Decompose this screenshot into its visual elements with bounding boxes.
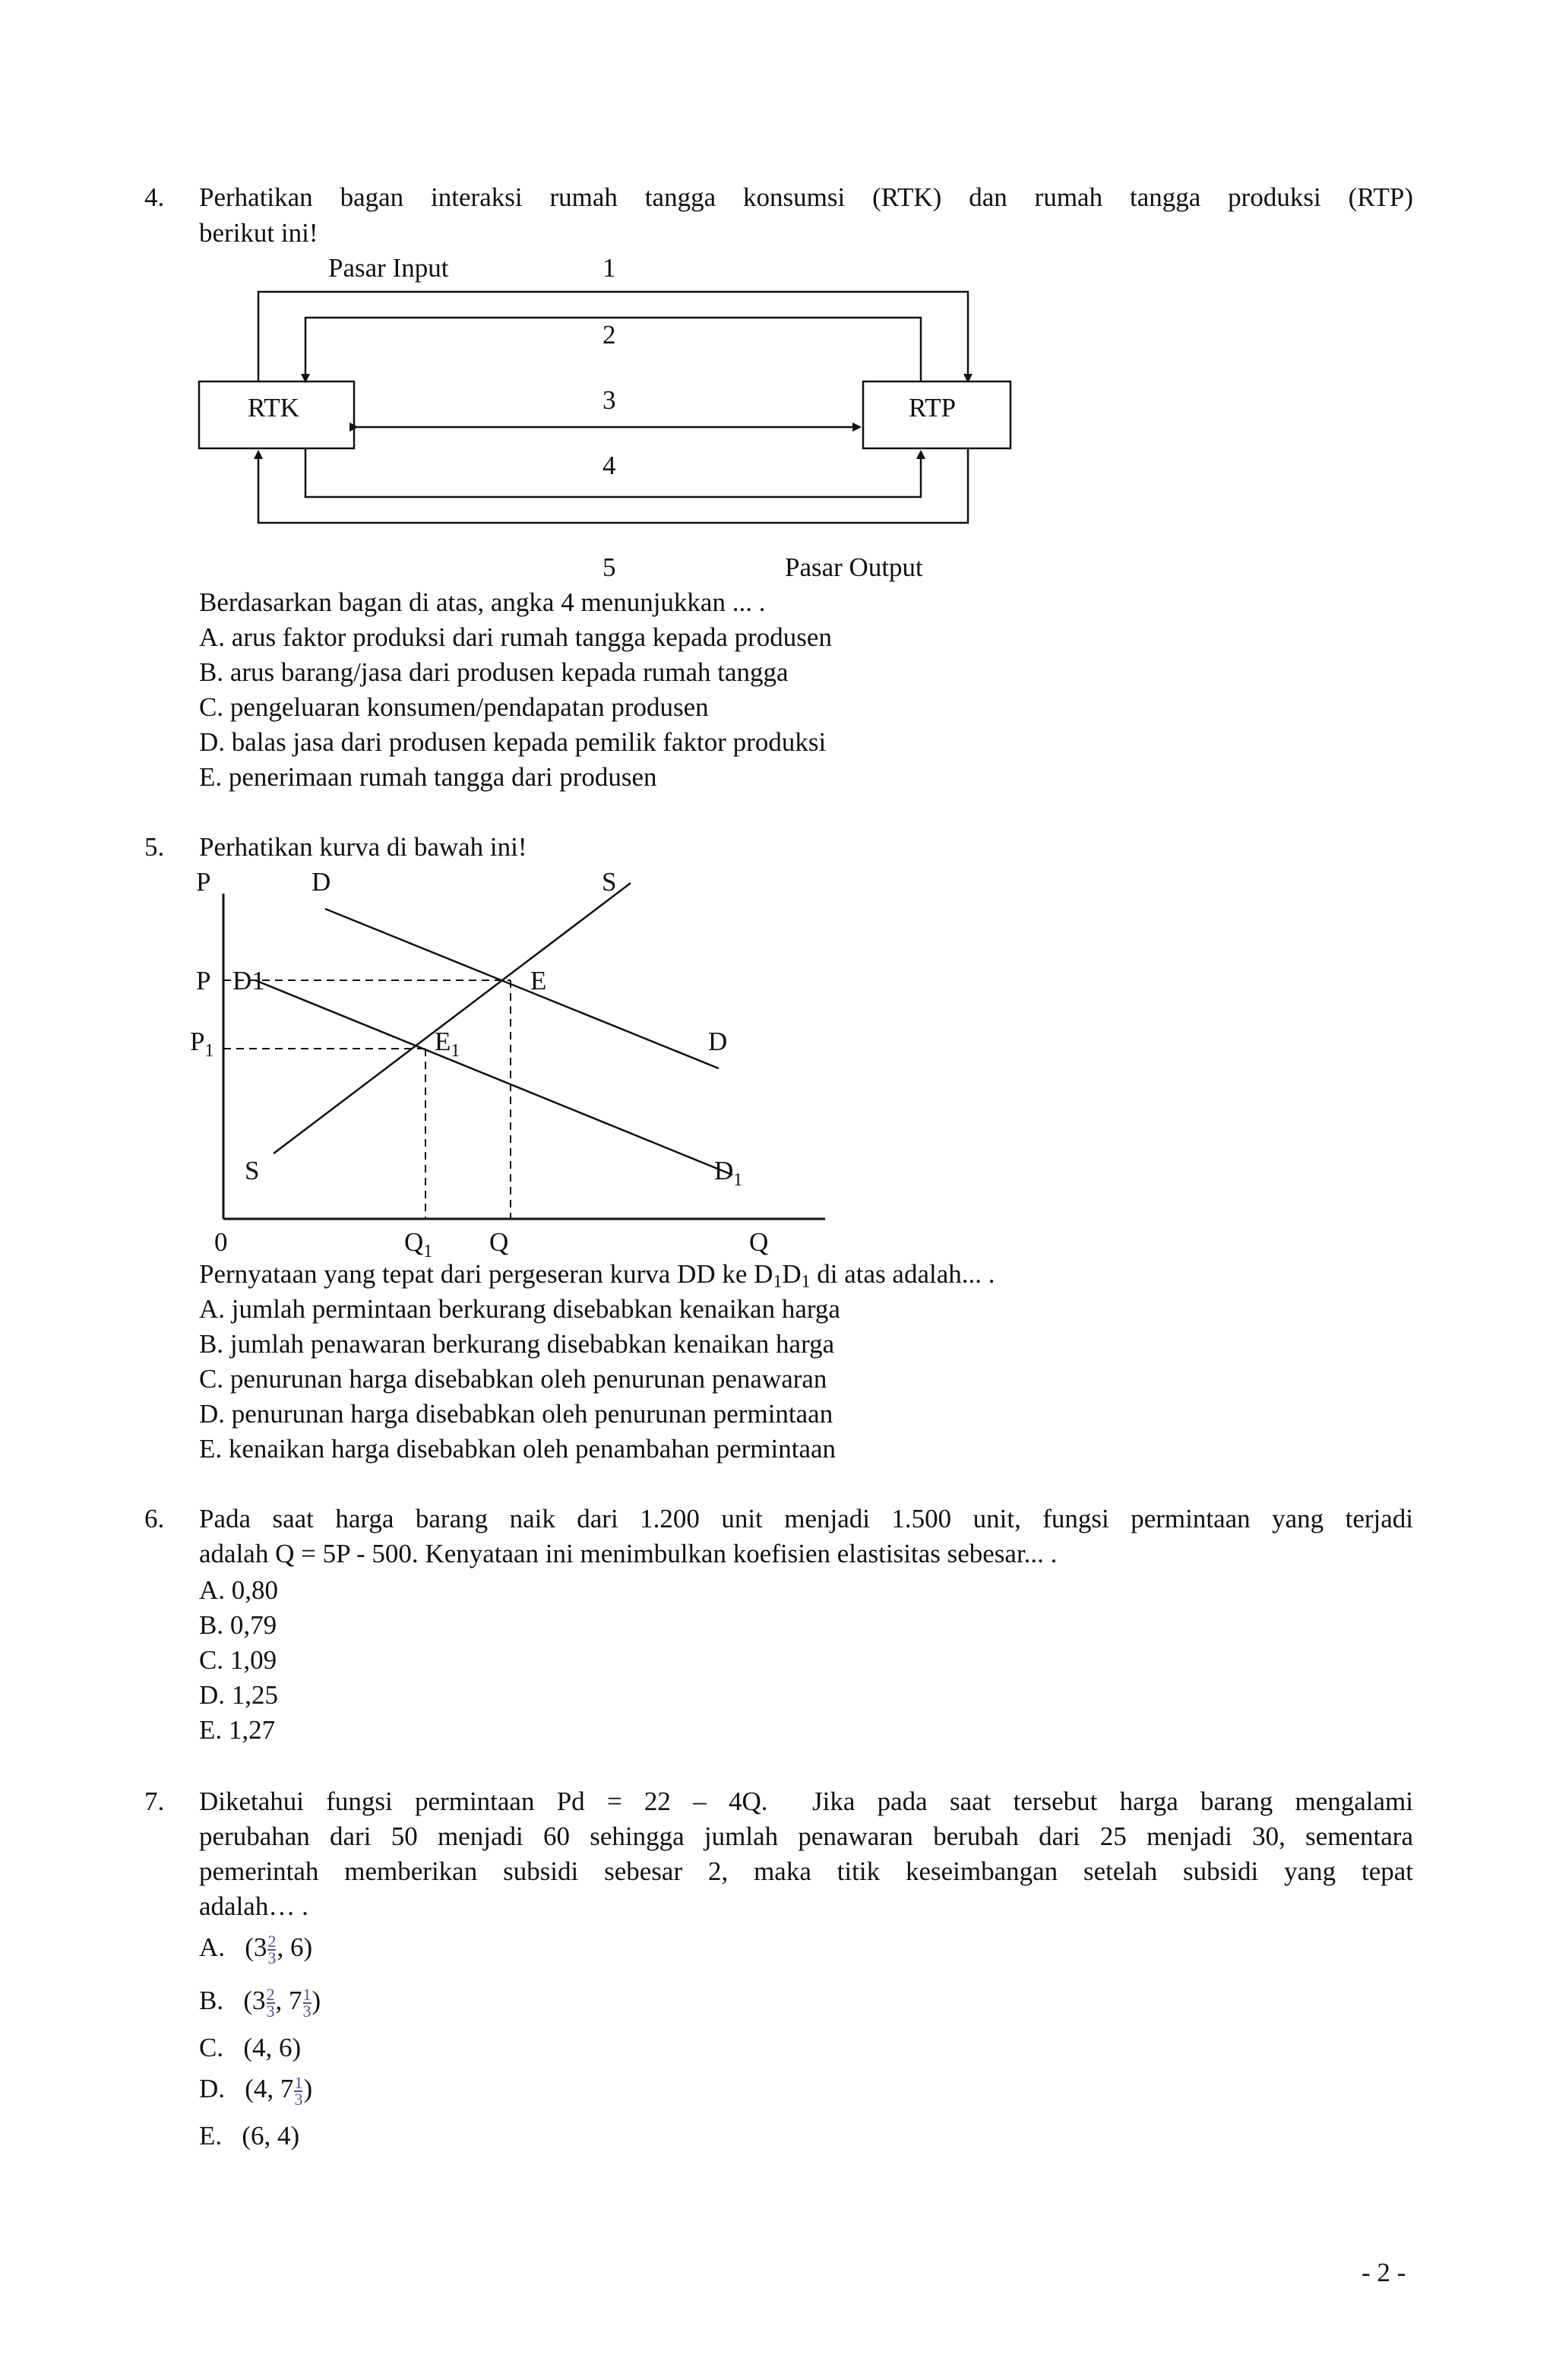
flow-label-3: 3 bbox=[602, 385, 616, 415]
q6-option-a: A. 0,80 bbox=[199, 1575, 279, 1605]
q4-number: 4. bbox=[144, 182, 165, 212]
q5-number: 5. bbox=[144, 832, 165, 862]
q5-prompt-a: Pernyataan yang tepat dari pergeseran kurva DD ke D bbox=[199, 1259, 773, 1289]
flow-label-1: 1 bbox=[602, 253, 616, 283]
fraction-numerator: 2 bbox=[266, 1984, 275, 2004]
q4-line2: berikut ini! bbox=[199, 218, 318, 248]
q5-line1: Perhatikan kurva di bawah ini! bbox=[199, 832, 527, 862]
q7-option-e-letter: E. bbox=[199, 2121, 223, 2151]
q7-option-d-open: (4, 7 bbox=[245, 2074, 294, 2103]
q4-option-d: D. balas jasa dari produsen kepada pemilik faktor produksi bbox=[199, 727, 827, 757]
flow-label-2: 2 bbox=[602, 320, 616, 350]
s-label-end: S bbox=[602, 867, 617, 897]
q7-option-a-open: (3 bbox=[245, 1932, 267, 1962]
fraction-numerator: 2 bbox=[267, 1931, 277, 1951]
q6-line1: Pada saat harga barang naik dari 1.200 unit menjadi 1.500 unit, fungsi permintaan yang terjadi bbox=[199, 1504, 1413, 1533]
subscript-one: 1 bbox=[423, 1242, 433, 1261]
q6-number: 6. bbox=[144, 1504, 165, 1533]
demand-curve-d1 bbox=[255, 980, 732, 1175]
q5-option-b: B. jumlah penawaran berkurang disebabkan kenaikan harga bbox=[199, 1329, 835, 1359]
q5-prompt-sub2: 1 bbox=[801, 1271, 811, 1292]
q7-number: 7. bbox=[144, 1787, 165, 1816]
q7-line2: perubahan dari 50 menjadi 60 sehingga jumlah penawaran berubah dari 25 menjadi 30, sementara bbox=[199, 1821, 1413, 1851]
q4-option-e: E. penerimaan rumah tangga dari produsen bbox=[199, 762, 657, 792]
q6-option-c: C. 1,09 bbox=[199, 1645, 277, 1675]
q6-line2: adalah Q = 5P - 500. Kenyataan ini menimbulkan koefisien elastisitas sebesar... . bbox=[199, 1539, 1058, 1568]
d1-label-end: $D_1$ bbox=[714, 1156, 743, 1190]
demand-supply-chart bbox=[0, 859, 851, 1269]
fraction-numerator: 1 bbox=[294, 2072, 303, 2092]
q7-option-b-letter: B. bbox=[199, 1986, 224, 2015]
fraction-denominator: 3 bbox=[266, 2001, 275, 2021]
flow-label-5: 5 bbox=[602, 552, 616, 582]
pasar-input-label: Pasar Input bbox=[328, 253, 449, 283]
x-axis-label: Q bbox=[749, 1227, 769, 1257]
q6-option-e: E. 1,27 bbox=[199, 1715, 276, 1745]
q7-line4: adalah… . bbox=[199, 1891, 308, 1921]
q-tick-label: Q bbox=[489, 1227, 509, 1257]
s-label-start: S bbox=[245, 1156, 260, 1185]
q7-option-b-mid: , 7 bbox=[275, 1986, 302, 2015]
y-axis-label: P bbox=[196, 867, 211, 897]
rtk-label: RTK bbox=[248, 393, 299, 423]
q5-prompt-b: di atas adalah... . bbox=[810, 1259, 995, 1289]
q7-option-b-open: (3 bbox=[243, 1986, 266, 2015]
q7-option-a bbox=[199, 1930, 312, 1966]
d-label-start: D bbox=[312, 867, 331, 897]
rtp-label: RTP bbox=[909, 393, 957, 423]
fraction-denominator: 3 bbox=[294, 2089, 303, 2109]
q7-option-e-text: (6, 4) bbox=[242, 2121, 300, 2151]
d-label-end: D bbox=[708, 1027, 728, 1056]
q7-option-d bbox=[199, 2071, 312, 2107]
demand-curve-d bbox=[325, 909, 719, 1068]
d1-start-letter: D1 bbox=[232, 966, 265, 995]
q7-option-d-close: ) bbox=[303, 2074, 313, 2103]
p-tick-label: P bbox=[196, 966, 211, 995]
q5-prompt-sub1: 1 bbox=[773, 1271, 783, 1292]
fraction-denominator: 3 bbox=[267, 1948, 277, 1967]
q7-line3: pemerintah memberikan subsidi sebesar 2, maka titik keseimbangan setelah subsidi yang tepat bbox=[199, 1856, 1413, 1886]
pasar-output-label: Pasar Output bbox=[785, 552, 923, 582]
p1-tick-label: $P_1$ bbox=[190, 1027, 214, 1061]
q7-option-a-letter: A. bbox=[199, 1932, 226, 1962]
q4-option-b: B. arus barang/jasa dari produsen kepada rumah tangga bbox=[199, 657, 789, 687]
q6-option-b: B. 0,79 bbox=[199, 1610, 277, 1640]
d1-label-start bbox=[232, 966, 265, 995]
circular-flow-diagram bbox=[0, 0, 1556, 593]
q6-option-d: D. 1,25 bbox=[199, 1680, 279, 1710]
q5-prompt bbox=[199, 1257, 995, 1292]
q7-option-d-fraction bbox=[294, 2072, 303, 2109]
q7-option-c bbox=[199, 2030, 301, 2065]
flow-label-4: 4 bbox=[602, 451, 616, 480]
q7-line1: Diketahui fungsi permintaan Pd = 22 – 4Q. Jika pada saat tersebut harga barang mengalami bbox=[199, 1787, 1413, 1816]
subscript-one: 1 bbox=[204, 1041, 214, 1061]
q5-option-c: C. penurunan harga disebabkan oleh penurunan penawaran bbox=[199, 1364, 827, 1394]
q4-line1: Perhatikan bagan interaksi rumah tangga konsumsi (RTK) dan rumah tangga produksi (RTP) bbox=[199, 182, 1413, 212]
fraction-numerator: 1 bbox=[302, 1984, 312, 2004]
q5-option-a: A. jumlah permintaan berkurang disebabkan kenaikan harga bbox=[199, 1294, 840, 1324]
q4-option-a: A. arus faktor produksi dari rumah tangga kepada produsen bbox=[199, 622, 832, 652]
e1-label: $E_1$ bbox=[435, 1027, 460, 1061]
q7-option-b-close: ) bbox=[312, 1986, 321, 2015]
q7-option-e bbox=[199, 2119, 299, 2154]
q7-option-a-fraction bbox=[267, 1931, 277, 1967]
q4-prompt: Berdasarkan bagan di atas, angka 4 menunjukkan ... . bbox=[199, 587, 766, 617]
page-number: - 2 - bbox=[1362, 2258, 1406, 2287]
fraction-denominator: 3 bbox=[302, 2001, 312, 2021]
q7-option-b-fraction-2 bbox=[302, 1984, 312, 2021]
q7-option-d-letter: D. bbox=[199, 2074, 226, 2103]
origin-label: 0 bbox=[214, 1227, 228, 1257]
supply-curve-s bbox=[274, 883, 631, 1154]
q4-option-c: C. pengeluaran konsumen/pendapatan produsen bbox=[199, 692, 709, 722]
e-label: E bbox=[530, 966, 547, 995]
subscript-one: 1 bbox=[451, 1041, 460, 1061]
q7-option-c-text: (4, 6) bbox=[243, 2033, 302, 2062]
q5-option-d: D. penurunan harga disebabkan oleh penurunan permintaan bbox=[199, 1399, 833, 1429]
q5-prompt-mid: D bbox=[782, 1259, 802, 1289]
q7-option-c-letter: C. bbox=[199, 2033, 224, 2062]
q7-option-a-rest: , 6) bbox=[277, 1932, 313, 1962]
q1-tick-label: $Q_1$ bbox=[404, 1227, 433, 1261]
q5-option-e: E. kenaikan harga disebabkan oleh penambahan permintaan bbox=[199, 1434, 837, 1464]
q7-option-b bbox=[199, 1983, 321, 2019]
subscript-one: 1 bbox=[733, 1170, 743, 1190]
q7-option-b-fraction-1 bbox=[266, 1984, 275, 2021]
